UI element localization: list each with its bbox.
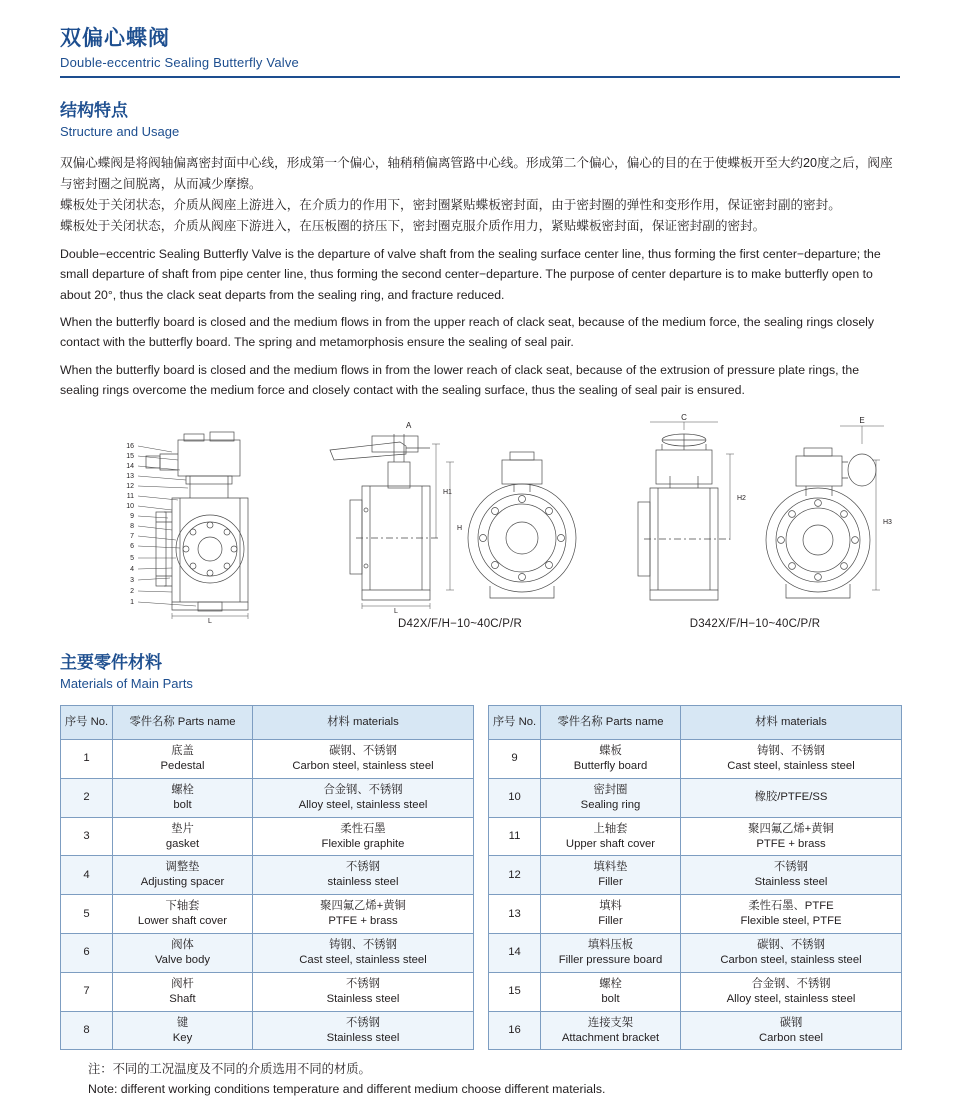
materials-tables: [60, 705, 900, 1051]
row-part-name: 垫片 gasket: [113, 817, 253, 856]
row-part-name: 连接支架 Attachment bracket: [541, 1011, 681, 1050]
row-material: 柔性石墨 Flexible graphite: [253, 817, 474, 856]
row-part-name: 阀杆 Shaft: [113, 972, 253, 1011]
row-material: 铸钢、不锈钢 Cast steel, stainless steel: [681, 739, 902, 778]
note-cn: 注：不同的工况温度及不同的介质选用不同的材质。: [88, 1062, 371, 1077]
svg-text:16: 16: [126, 442, 134, 450]
row-no: 5: [61, 895, 113, 934]
table-row: [489, 934, 902, 973]
svg-text:H1: H1: [443, 488, 452, 496]
table-row: [489, 1011, 902, 1050]
row-part-name: 上轴套 Upper shaft cover: [541, 817, 681, 856]
column-header-materials: 材料 materials: [681, 705, 902, 739]
materials-section-title: [60, 652, 900, 693]
svg-text:11: 11: [126, 492, 134, 500]
drawing-2-caption: D42X/F/H−10~40C/P/R: [398, 617, 522, 630]
table-row: [489, 856, 902, 895]
table-row: [489, 778, 902, 817]
row-material: 不锈钢 Stainless steel: [253, 972, 474, 1011]
table-row: [61, 739, 474, 778]
row-material: 不锈钢 Stainless steel: [681, 856, 902, 895]
materials-title-cn: 主要零件材料: [60, 652, 162, 672]
sectional-valve-diagram: [60, 426, 310, 626]
structure-paragraph-cn-3: 蝶板处于关闭状态，介质从阀座下游进入，在压板圈的挤压下，密封圈克服介质作用力，紧贴蝶板密封面，保证密封副的密封。: [60, 219, 766, 234]
row-part-name: 键 Key: [113, 1011, 253, 1050]
structure-title-cn: 结构特点: [60, 101, 128, 120]
row-material: 不锈钢 stainless steel: [253, 856, 474, 895]
col-mat-cn: 材料: [327, 716, 350, 729]
svg-text:8: 8: [130, 522, 134, 530]
page-header: [60, 0, 900, 78]
svg-text:L: L: [394, 607, 398, 614]
svg-text:C: C: [681, 413, 687, 422]
row-material: 不锈钢 Stainless steel: [253, 1011, 474, 1050]
column-header-parts-name: [113, 705, 253, 739]
drawing-sectional-view: [60, 426, 310, 630]
row-material: 橡胶/PTFE/SS: [681, 778, 902, 817]
structure-paragraph-en-2: When the butterfly board is closed and the medium flows in from the upper reach of clack seat, because of the medium force, the sealing rings closely contact with the butterfly board. The spring and metamorphosis ensure the sealing of seal pair.: [60, 315, 875, 350]
structure-paragraph-cn-2: 蝶板处于关闭状态，介质从阀座上游进入，在介质力的作用下，密封圈紧贴蝶板密封面，由于密封圈的弹性和变形作用，保证密封副的密封。: [60, 198, 841, 213]
svg-text:H3: H3: [883, 518, 892, 526]
svg-text:6: 6: [130, 542, 134, 550]
row-material: 碳钢 Carbon steel: [681, 1011, 902, 1050]
svg-text:14: 14: [126, 462, 134, 470]
svg-text:9: 9: [130, 512, 134, 520]
row-material: 碳钢、不锈钢 Carbon steel, stainless steel: [253, 739, 474, 778]
column-header-materials: [253, 705, 474, 739]
drawing-gearbox-type: [610, 414, 900, 630]
row-no: 4: [61, 856, 113, 895]
row-part-name: 螺栓 bolt: [113, 778, 253, 817]
row-material: 聚四氟乙烯+黄铜 PTFE + brass: [253, 895, 474, 934]
structure-section-title: [60, 100, 900, 141]
svg-text:10: 10: [126, 502, 134, 510]
row-no: 10: [489, 778, 541, 817]
page-title-cn: 双偏心蝶阀: [60, 27, 170, 50]
row-material: 柔性石墨、PTFE Flexible steel, PTFE: [681, 895, 902, 934]
col-name-cn: 零件名称: [129, 716, 175, 729]
row-no: 9: [489, 739, 541, 778]
table-row: [61, 778, 474, 817]
note-en: Note: different working conditions temperature and different medium choose different materials.: [88, 1082, 606, 1097]
table-row: [61, 934, 474, 973]
table-header-row: [61, 705, 474, 739]
row-part-name: 填料 Filler: [541, 895, 681, 934]
svg-text:1: 1: [130, 598, 134, 606]
table-row: [61, 1011, 474, 1050]
table-row: [489, 739, 902, 778]
table-row: [489, 817, 902, 856]
svg-text:3: 3: [130, 576, 134, 584]
row-part-name: 阀体 Valve body: [113, 934, 253, 973]
table-row: [61, 895, 474, 934]
row-no: 6: [61, 934, 113, 973]
col-no-cn: 序号: [64, 716, 88, 729]
col-mat-en: materials: [352, 716, 399, 729]
gearbox-valve-diagram: [610, 414, 900, 614]
materials-table-left: [60, 705, 474, 1051]
row-part-name: 填料垫 Filler: [541, 856, 681, 895]
table-row: [61, 856, 474, 895]
svg-text:4: 4: [130, 565, 134, 573]
row-part-name: 螺栓 bolt: [541, 972, 681, 1011]
row-material: 聚四氟乙烯+黄铜 PTFE + brass: [681, 817, 902, 856]
row-no: 12: [489, 856, 541, 895]
row-no: 11: [489, 817, 541, 856]
row-no: 8: [61, 1011, 113, 1050]
column-header-no: [61, 705, 113, 739]
table-row: [61, 972, 474, 1011]
row-part-name: 底盖 Pedestal: [113, 739, 253, 778]
row-part-name: 密封圈 Sealing ring: [541, 778, 681, 817]
row-no: 16: [489, 1011, 541, 1050]
row-no: 2: [61, 778, 113, 817]
svg-text:L: L: [208, 617, 212, 625]
row-no: 1: [61, 739, 113, 778]
svg-text:12: 12: [126, 482, 134, 490]
table-row: [489, 972, 902, 1011]
row-part-name: 蝶板 Butterfly board: [541, 739, 681, 778]
svg-text:7: 7: [130, 532, 134, 540]
svg-text:H: H: [457, 524, 463, 532]
drawing-3-caption: D342X/F/H−10~40C/P/R: [689, 617, 821, 630]
row-no: 7: [61, 972, 113, 1011]
materials-table-right: [488, 705, 902, 1051]
materials-title-en: Materials of Main Parts: [60, 675, 193, 691]
row-no: 14: [489, 934, 541, 973]
row-part-name: 下轴套 Lower shaft cover: [113, 895, 253, 934]
svg-text:15: 15: [126, 452, 134, 460]
table-row: [489, 895, 902, 934]
technical-drawings: [60, 415, 900, 630]
row-part-name: 调整垫 Adjusting spacer: [113, 856, 253, 895]
row-material: 合金钢、不锈钢 Alloy steel, stainless steel: [681, 972, 902, 1011]
column-header-no: 序号 No.: [489, 705, 541, 739]
col-name-en: Parts name: [177, 716, 236, 729]
row-material: 碳钢、不锈钢 Carbon steel, stainless steel: [681, 934, 902, 973]
table-row: [61, 817, 474, 856]
structure-paragraph-en-1: Double−eccentric Sealing Butterfly Valve is the departure of valve shaft from the sealing surface center line, thus forming the first center−departure; the small departure of shaft from pipe center line, thus forming the second center−departure. The purpose of center departure is to make butterfly open to about 20°, thus the clack seat departs from the sealing ring, and fracture reduced.: [60, 246, 881, 302]
svg-text:H2: H2: [737, 494, 746, 502]
row-part-name: 填料压板 Filler pressure board: [541, 934, 681, 973]
row-material: 合金钢、不锈钢 Alloy steel, stainless steel: [253, 778, 474, 817]
row-no: 15: [489, 972, 541, 1011]
col-no-en: No.: [90, 716, 109, 729]
row-material: 铸钢、不锈钢 Cast steel, stainless steel: [253, 934, 474, 973]
page-title-en: Double-eccentric Sealing Butterfly Valve: [60, 55, 299, 70]
structure-title-en: Structure and Usage: [60, 124, 180, 140]
structure-paragraph-en-3: When the butterfly board is closed and the medium flows in from the lower reach of clack seat, because of the extrusion of pressure plate rings, the sealing rings overcome the medium force and closely contact with the sealing surface, thus the sealing of seal pair is ensured.: [60, 362, 860, 398]
svg-text:A: A: [406, 420, 412, 430]
structure-paragraph-cn-1: 双偏心蝶阀是将阀轴偏离密封面中心线，形成第一个偏心，轴稍稍偏离管路中心线。形成第二个偏心，偏心的目的在于使蝶板开至大约20度之后，阀座与密封圈之间脱离，从而减少摩擦。: [60, 156, 893, 191]
structure-body: [60, 153, 900, 400]
row-no: 13: [489, 895, 541, 934]
drawing-lever-type: [310, 414, 610, 630]
svg-text:5: 5: [130, 554, 134, 562]
svg-text:2: 2: [130, 587, 134, 595]
row-no: 3: [61, 817, 113, 856]
table-header-row: [489, 705, 902, 739]
svg-text:13: 13: [126, 472, 134, 480]
svg-text:E: E: [859, 415, 865, 425]
column-header-parts-name: 零件名称 Parts name: [541, 705, 681, 739]
lever-valve-diagram: [310, 414, 610, 614]
notes-block: [60, 1060, 900, 1099]
